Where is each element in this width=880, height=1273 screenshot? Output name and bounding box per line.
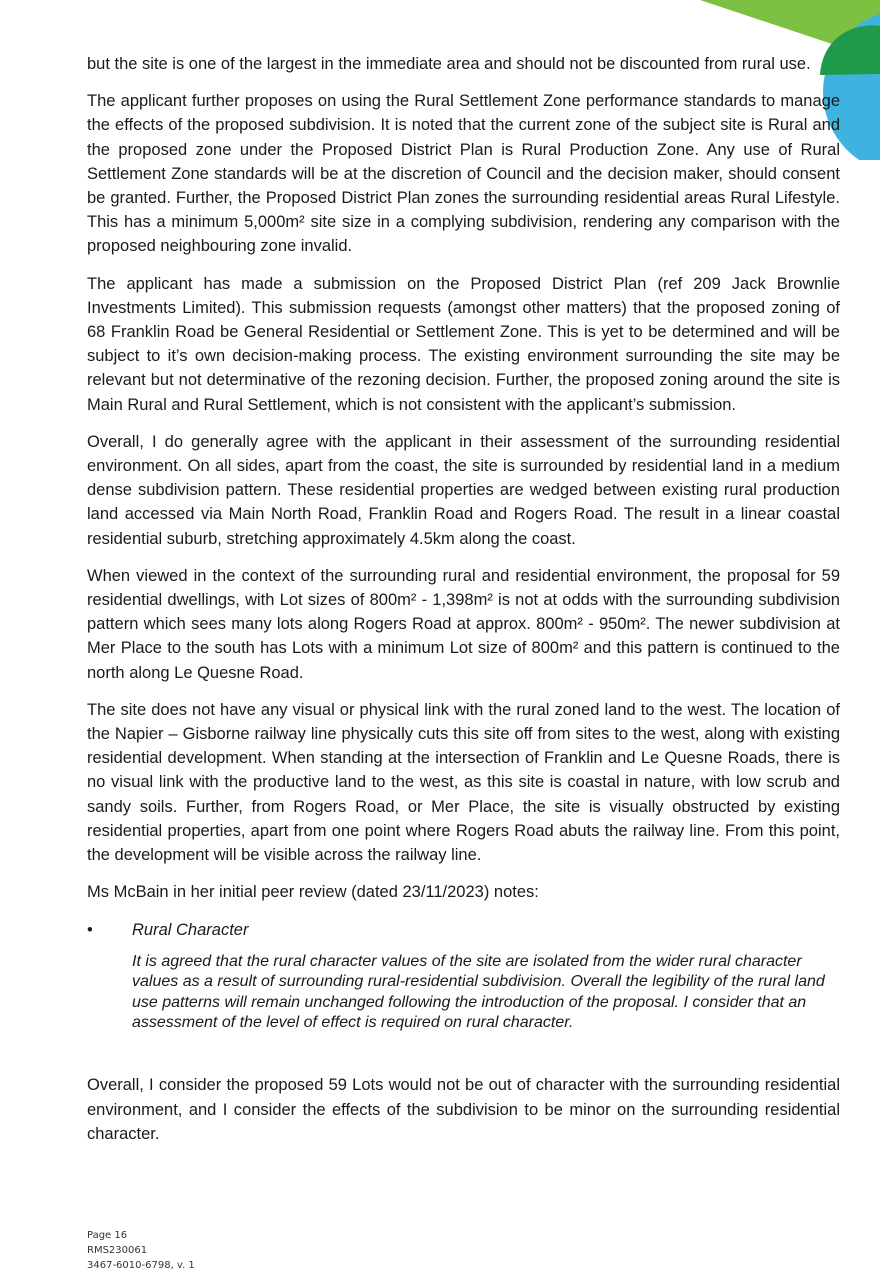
bullet-item xyxy=(87,918,840,942)
document-body xyxy=(87,52,840,1159)
paragraph-submission: The applicant has made a submission on the Proposed District Plan (ref 209 Jack Brownlie Investments Limited). This submission requests (amongst other matters) that the proposed zoning of 68 Franklin Road be General Residential or Settlement Zone. This is yet to be determined and will be subject to it’s own decision-making process. The existing environment surrounding the site may be relevant but not determinative of the rezoning decision. Further, the proposed zoning around the site is Main Rural and Rural Settlement, which is not consistent with the applicant’s submission. xyxy=(87,274,840,414)
footer-reference: RMS230061 xyxy=(87,1245,148,1256)
paragraph-rural-settlement: The applicant further proposes on using the Rural Settlement Zone performance standards to manage the effects of the proposed subdivision. It is noted that the current zone of the subject site is Rural and the proposed zone under the Proposed District Plan is Rural Production Zone. Any use of Rural Settlement Zone standards will be at the discretion of Council and the decision maker, should consent be granted. Further, the Proposed District Plan zones the surrounding residential areas Rural Lifestyle. This has a minimum 5,000m² site size in a complying subdivision, rendering any comparison with the proposed neighbouring zone invalid. xyxy=(87,92,840,256)
peer-review-quote: It is agreed that the rural character values of the site are isolated from the wider rural character values as a result of surrounding rural-residential subdivision. Overall the legibility of the rural land use patterns will remain unchanged following the introduction of the proposal. I consider that an assessment of the level of effect is required on rural character. xyxy=(132,952,825,1031)
paragraph-continuation: but the site is one of the largest in the immediate area and should not be discounted from rural use. xyxy=(87,55,811,73)
paragraph-peer-review-intro: Ms McBain in her initial peer review (dated 23/11/2023) notes: xyxy=(87,883,539,902)
footer-document-id: 3467-6010-6798, v. 1 xyxy=(87,1260,195,1271)
bullet-marker: • xyxy=(87,920,93,939)
paragraph-conclusion: Overall, I consider the proposed 59 Lots would not be out of character with the surrounding residential environment, and I consider the effects of the subdivision to be minor on the surrounding residential character. xyxy=(87,1076,840,1143)
page-footer xyxy=(87,1228,195,1273)
paragraph-residential-environment: Overall, I do generally agree with the applicant in their assessment of the surrounding residential environment. On all sides, apart from the coast, the site is surrounded by residential land in a medium dense subdivision pattern. These residential properties are wedged between existing rural production land accessed via Main North Road, Franklin Road and Rogers Road. The result in a linear coastal residential suburb, stretching approximately 4.5km along the coast. xyxy=(87,432,840,548)
bullet-heading: Rural Character xyxy=(132,920,249,939)
paragraph-lot-sizes: When viewed in the context of the surrounding rural and residential environment, the proposal for 59 residential dwellings, with Lot sizes of 800m² - 1,398m² is not at odds with the surrounding subdivision pattern which sees many lots along Rogers Road at approx. 800m² - 950m². The newer subdivision at Mer Place to the south has Lots with a minimum Lot size of 800m² and this pattern is continued to the north along Le Quesne Road. xyxy=(87,566,840,682)
footer-page-number: Page 16 xyxy=(87,1230,128,1241)
paragraph-visual-link: The site does not have any visual or physical link with the rural zoned land to the west. The location of the Napier – Gisborne railway line physically cuts this site off from sites to the west, along with existing residential development. When standing at the intersection of Franklin and Le Quesne Roads, there is no visual link with the productive land to the west, as this site is coastal in nature, with low scrub and sandy soils. Further, from Rogers Road, or Mer Place, the site is visually obstructed by existing residential properties, apart from one point where Rogers Road abuts the railway line. From this point, the development will be visible across the railway line. xyxy=(87,700,840,865)
